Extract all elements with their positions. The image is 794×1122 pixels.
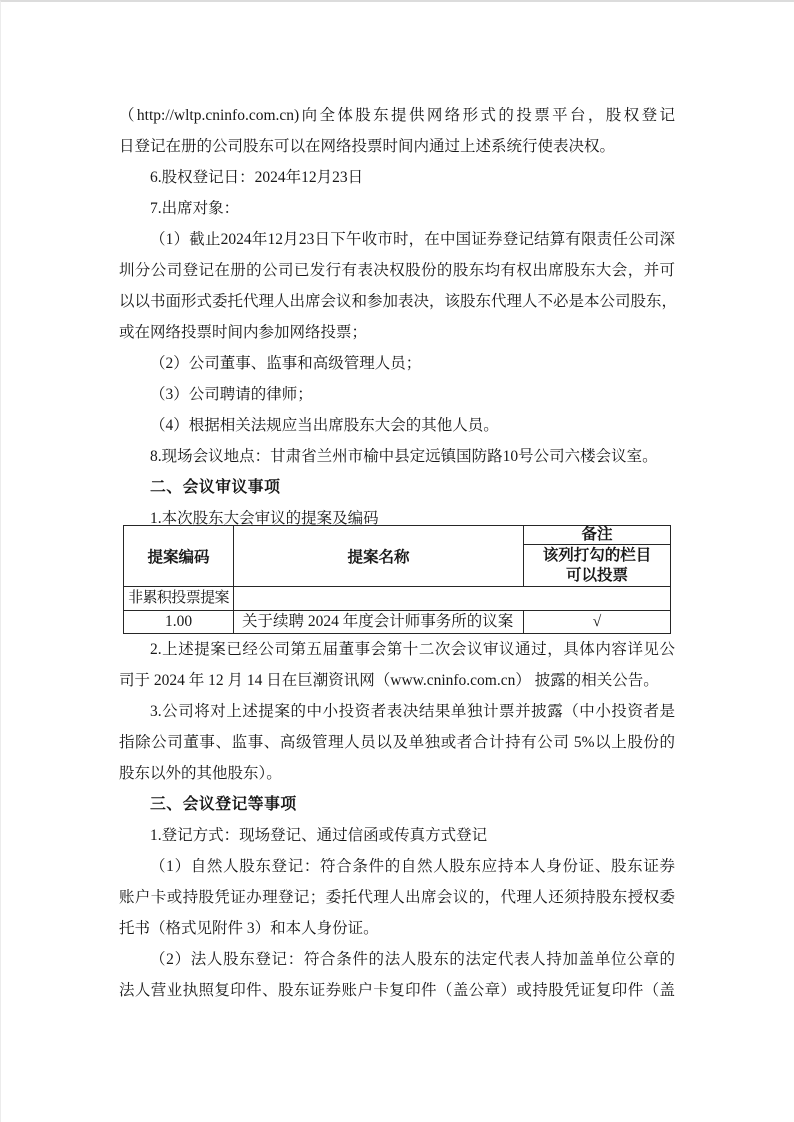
document-body <box>119 100 678 1006</box>
table-header-proposal-name: 提案名称 <box>234 526 524 587</box>
text-line: 股东以外的其他股东）。 <box>119 765 282 782</box>
text-line: 日登记在册的公司股东可以在网络投票时间内通过上述系统行使表决权。 <box>119 138 616 155</box>
table-header-proposal-code: 提案编码 <box>124 526 234 587</box>
text-line: 1.本次股东大会审议的提案及编码 <box>150 510 379 527</box>
text-line: 圳分公司登记在册的公司已发行有表决权股份的股东均有权出席股东大会，并可 <box>119 262 675 279</box>
section-heading: 二、会议审议事项 <box>150 479 281 496</box>
text-line: 2.上述提案已经公司第五届董事会第十二次会议审议通过，具体内容详见公 <box>150 641 675 658</box>
text-line: （http://wltp.cninfo.com.cn)向全体股东提供网络形式的投票平台，股权登记 <box>119 107 675 124</box>
table-row-proposal <box>124 611 671 634</box>
text-line: 6.股权登记日：2024年12月23日 <box>150 169 364 186</box>
table-header-remark: 备注 <box>524 526 671 545</box>
text-line: 3.公司将对上述提案的中小投资者表决结果单独计票并披露（中小投资者是 <box>150 703 675 720</box>
text-line: 或在网络投票时间内参加网络投票； <box>119 324 368 341</box>
table-header-remark-note-line2: 可以投票 <box>565 566 628 584</box>
table-cell-proposal-code: 1.00 <box>124 611 234 634</box>
text-line: （1）自然人股东登记：符合条件的自然人股东应持本人身份证、股东证券 <box>150 858 675 875</box>
paragraph-block-bottom <box>119 634 675 1006</box>
text-line: 1.登记方式：现场登记、通过信函或传真方式登记 <box>150 827 488 844</box>
text-line: 8.现场会议地点：甘肃省兰州市榆中县定远镇国防路10号公司六楼会议室。 <box>150 448 658 465</box>
text-line: （2）公司董事、监事和高级管理人员； <box>150 355 422 372</box>
section-heading: 三、会议登记等事项 <box>150 796 297 813</box>
text-line: 指除公司董事、监事、高级管理人员以及单独或者合计持有公司 5%以上股份的 <box>119 734 675 751</box>
paragraph-block-top <box>119 100 678 534</box>
text-line: 以以书面形式委托代理人出席会议和参加表决，该股东代理人不必是本公司股东， <box>119 293 678 310</box>
table-header-remark-note <box>524 545 671 587</box>
table-cell-group-empty <box>234 587 671 611</box>
proposal-table <box>123 525 671 634</box>
text-line: 法人营业执照复印件、股东证券账户卡复印件（盖公章）或持股凭证复印件（盖 <box>119 982 675 999</box>
text-line: 司于 2024 年 12 月 14 日在巨潮资讯网（www.cninfo.com.cn） 披露的相关公告。 <box>119 672 659 689</box>
text-line: （1）截止2024年12月23日下午收市时，在中国证券登记结算有限责任公司深 <box>150 231 675 248</box>
table-row-group <box>124 587 671 611</box>
table-header-remark-note-line1: 该列打勾的栏目 <box>542 547 652 564</box>
text-line: 账户卡或持股凭证办理登记；委托代理人出席会议的，代理人还须持股东授权委 <box>119 889 675 906</box>
text-line: （3）公司聘请的律师； <box>150 386 313 403</box>
text-line: （2）法人股东登记：符合条件的法人股东的法定代表人持加盖单位公章的 <box>150 951 675 968</box>
text-line: 托书（格式见附件 3）和本人身份证。 <box>119 920 379 937</box>
text-line: （4）根据相关法规应当出席股东大会的其他人员。 <box>150 417 499 434</box>
table-cell-proposal-name: 关于续聘 2024 年度会计师事务所的议案 <box>234 611 524 634</box>
vote-check-mark: √ <box>524 611 671 634</box>
text-line: 7.出席对象： <box>150 200 240 217</box>
table-cell-group-label: 非累积投票提案 <box>124 587 234 611</box>
